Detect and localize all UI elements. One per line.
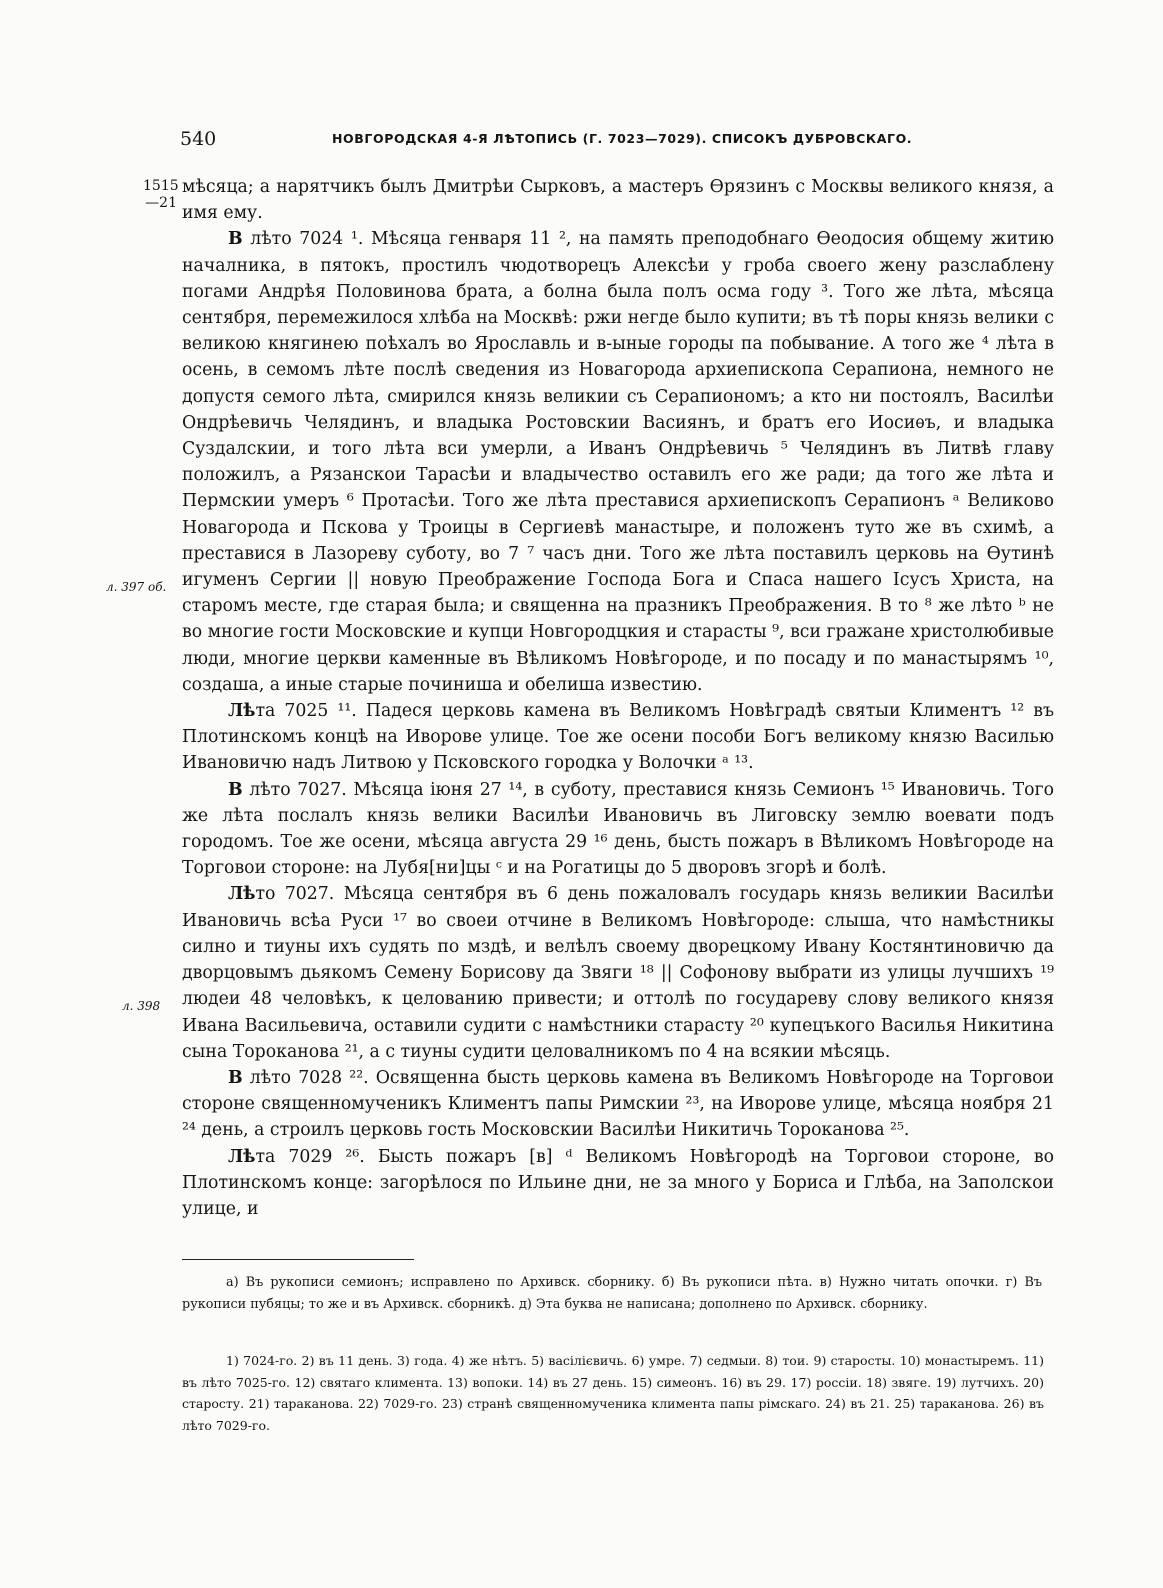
main-text (182, 174, 1054, 1222)
margin-folio-ref-1: л. 397 об. (106, 580, 167, 594)
paragraph: В лѣто 7024 ¹. Мѣсяца генваря 11 ², на память преподобнаго Ѳеодосия общему житию началника, в пятокъ, простилъ чюдотворецъ Алексѣи у гроба своего жену разслаблену погами Андрѣя Половинова брата, а болна была полъ осма году ³. Того же лѣта, мѣсяца сентября, перемежилося хлѣба на Москвѣ: ржи негде было купити; въ тѣ поры князь велики с великою княгинею поѣхалъ во Ярославль и в-ыные городы па побывание. А того же ⁴ лѣта в осень, в семомъ лѣте послѣ сведения из Новагорода архиепископа Серапиона, немного не допустя семого лѣта, смирился князь великии съ Серапиономъ; а кто ни постоялъ, Василѣи Ондрѣевичь Челядинъ, и владыка Ростовскии Васиянъ, и братъ его Иосиѳъ, и владыка Суздалскии, и того лѣта вси умерли, а Иванъ Ондрѣевичь ⁵ Челядинъ въ Литвѣ главу положилъ, а Рязанскои Тарасѣи и владычество оставилъ его же ради; да того же лѣта и Пермскии умеръ ⁶ Протасѣи. Того же лѣта преставися архиепископъ Серапионъ ᵃ Великово Новагорода и Пскова у Троицы в Сергиевѣ манастыре, и положенъ туто же въ схимѣ, а преставися в Лазореву суботу, во 7 ⁷ часъ дни. Того же лѣта поставилъ церковь на Ѳутинѣ игуменъ Сергии || новую Преображение Господа Бога и Спаса нашего Ісусъ Христа, на старомъ месте, где старая была; и священна на празникъ Преображения. В то ⁸ же лѣто ᵇ не во многие гости Московские и купци Новгородцкия и старасты ⁹, вси гражане христолюбивые люди, многие церкви каменные въ Вѣликомъ Новѣгороде, и по посаду и по манастырямъ ¹⁰, создаша, а иные старые починиша и обелиша известию. (182, 229, 1054, 695)
numbered-footnotes (182, 1350, 1044, 1436)
letter-footnotes (182, 1272, 1042, 1315)
numbered-footnotes-text: 1) 7024-го. 2) въ 11 день. 3) года. 4) же нѣтъ. 5) васілієвичь. 6) умре. 7) седмыи. 8) тои. 9) старосты. 10) монастыремъ. 11) въ лѣто 7025-го. 12) святаго климента. 13) вопоки. 14) въ 27 день. 15) симеонъ. 16) въ 29. 17) россіи. 18) звяге. 19) лутчихъ. 20) старосту. 21) тараканова. 22) 7029-го. 23) странѣ священномученика климента папы рімскаго. 24) въ 21. 25) тараканова. 26) въ лѣто 7029-го. (182, 1353, 1044, 1433)
margin-year-range: 1515 —21 (143, 178, 179, 211)
running-title: НОВГОРОДСКАЯ 4-Я ЛѢТОПИСЬ (Г. 7023—7029). СПИСОКЪ ДУБРОВСКАГО. (332, 131, 913, 146)
footnote-divider (182, 1259, 414, 1260)
paragraph: Лѣта 7025 ¹¹. Падеся церковь камена въ Великомъ Новѣградѣ святыи Климентъ ¹² въ Плотинскомъ концѣ на Иворове улице. Тое же осени пособи Богъ великому князю Василью Ивановичю надъ Литвою у Псковского городка у Волочки ᵃ ¹³. (182, 701, 1054, 774)
margin-folio-ref-2: л. 398 (122, 999, 161, 1013)
paragraph: В лѣто 7027. Мѣсяца іюня 27 ¹⁴, в суботу, преставися князь Семионъ ¹⁵ Ивановичь. Того же лѣта послалъ князь велики Василѣи Ивановичь въ Лиговску землю воевати подъ городомъ. Тое же осени, мѣсяца августа 29 ¹⁶ день, бысть пожаръ в Вѣликомъ Новѣгороде на Торговои стороне: на Лубя[ни]цы ᶜ и на Рогатицы до 5 дворовъ згорѣ и болѣ. (182, 779, 1054, 879)
paragraph: Лѣта 7029 ²⁶. Бысть пожаръ [в] ᵈ Великомъ Новѣгородѣ на Торговои стороне, во Плотинскомъ конце: загорѣлося по Ильине дни, не за много у Бориса и Глѣба, на Заполскои улице, и (182, 1146, 1054, 1219)
letter-footnotes-text: а) Въ рукописи семионъ; исправлено по Архивск. сборнику. б) Въ рукописи пѣта. в) Нужно читать опочки. г) Въ рукописи пубяцы; то же и въ Архивск. сборникѣ. д) Эта буква не написана; дополнено по Архивск. сборнику. (182, 1275, 1042, 1312)
paragraph: Лѣто 7027. Мѣсяца сентября въ 6 день пожаловалъ государь князь великии Василѣи Ивановичь всѣа Руси ¹⁷ во своеи отчине в Великомъ Новѣгороде: слыша, что намѣстникы силно и тиуны ихъ судять по мздѣ, и велѣлъ своему дворецкому Ивану Костянтиновичю да дворцовымъ дьякомъ Семену Борисову да Звяги ¹⁸ || Софонову выбрати из улицы лучшихъ ¹⁹ людеи 48 человѣкъ, к целованию привести; и оттолѣ по государеву слову великого князя Ивана Васильевича, оставили судити с намѣстники старасту ²⁰ купецъкого Василья Никитина сына Тороканова ²¹, а с тиуны судити целовалникомъ по 4 на всякии мѣсяць. (182, 884, 1054, 1062)
page-number: 540 (180, 128, 217, 150)
page-header (180, 128, 1050, 158)
paragraph: В лѣто 7028 ²². Освященна бысть церковь камена въ Великомъ Новѣгороде на Торговои стороне священномученикъ Климентъ папы Римскии ²³, на Иворове улице, мѣсяца ноября 21 ²⁴ день, а строилъ церковь гость Московскии Василѣи Никитичь Тороканова ²⁵. (182, 1067, 1054, 1141)
paragraph: мѣсяца; а нарятчикъ былъ Дмитрѣи Сырковъ, а мастеръ Ѳрязинъ с Москвы великого князя, а имя ему. (182, 177, 1054, 224)
